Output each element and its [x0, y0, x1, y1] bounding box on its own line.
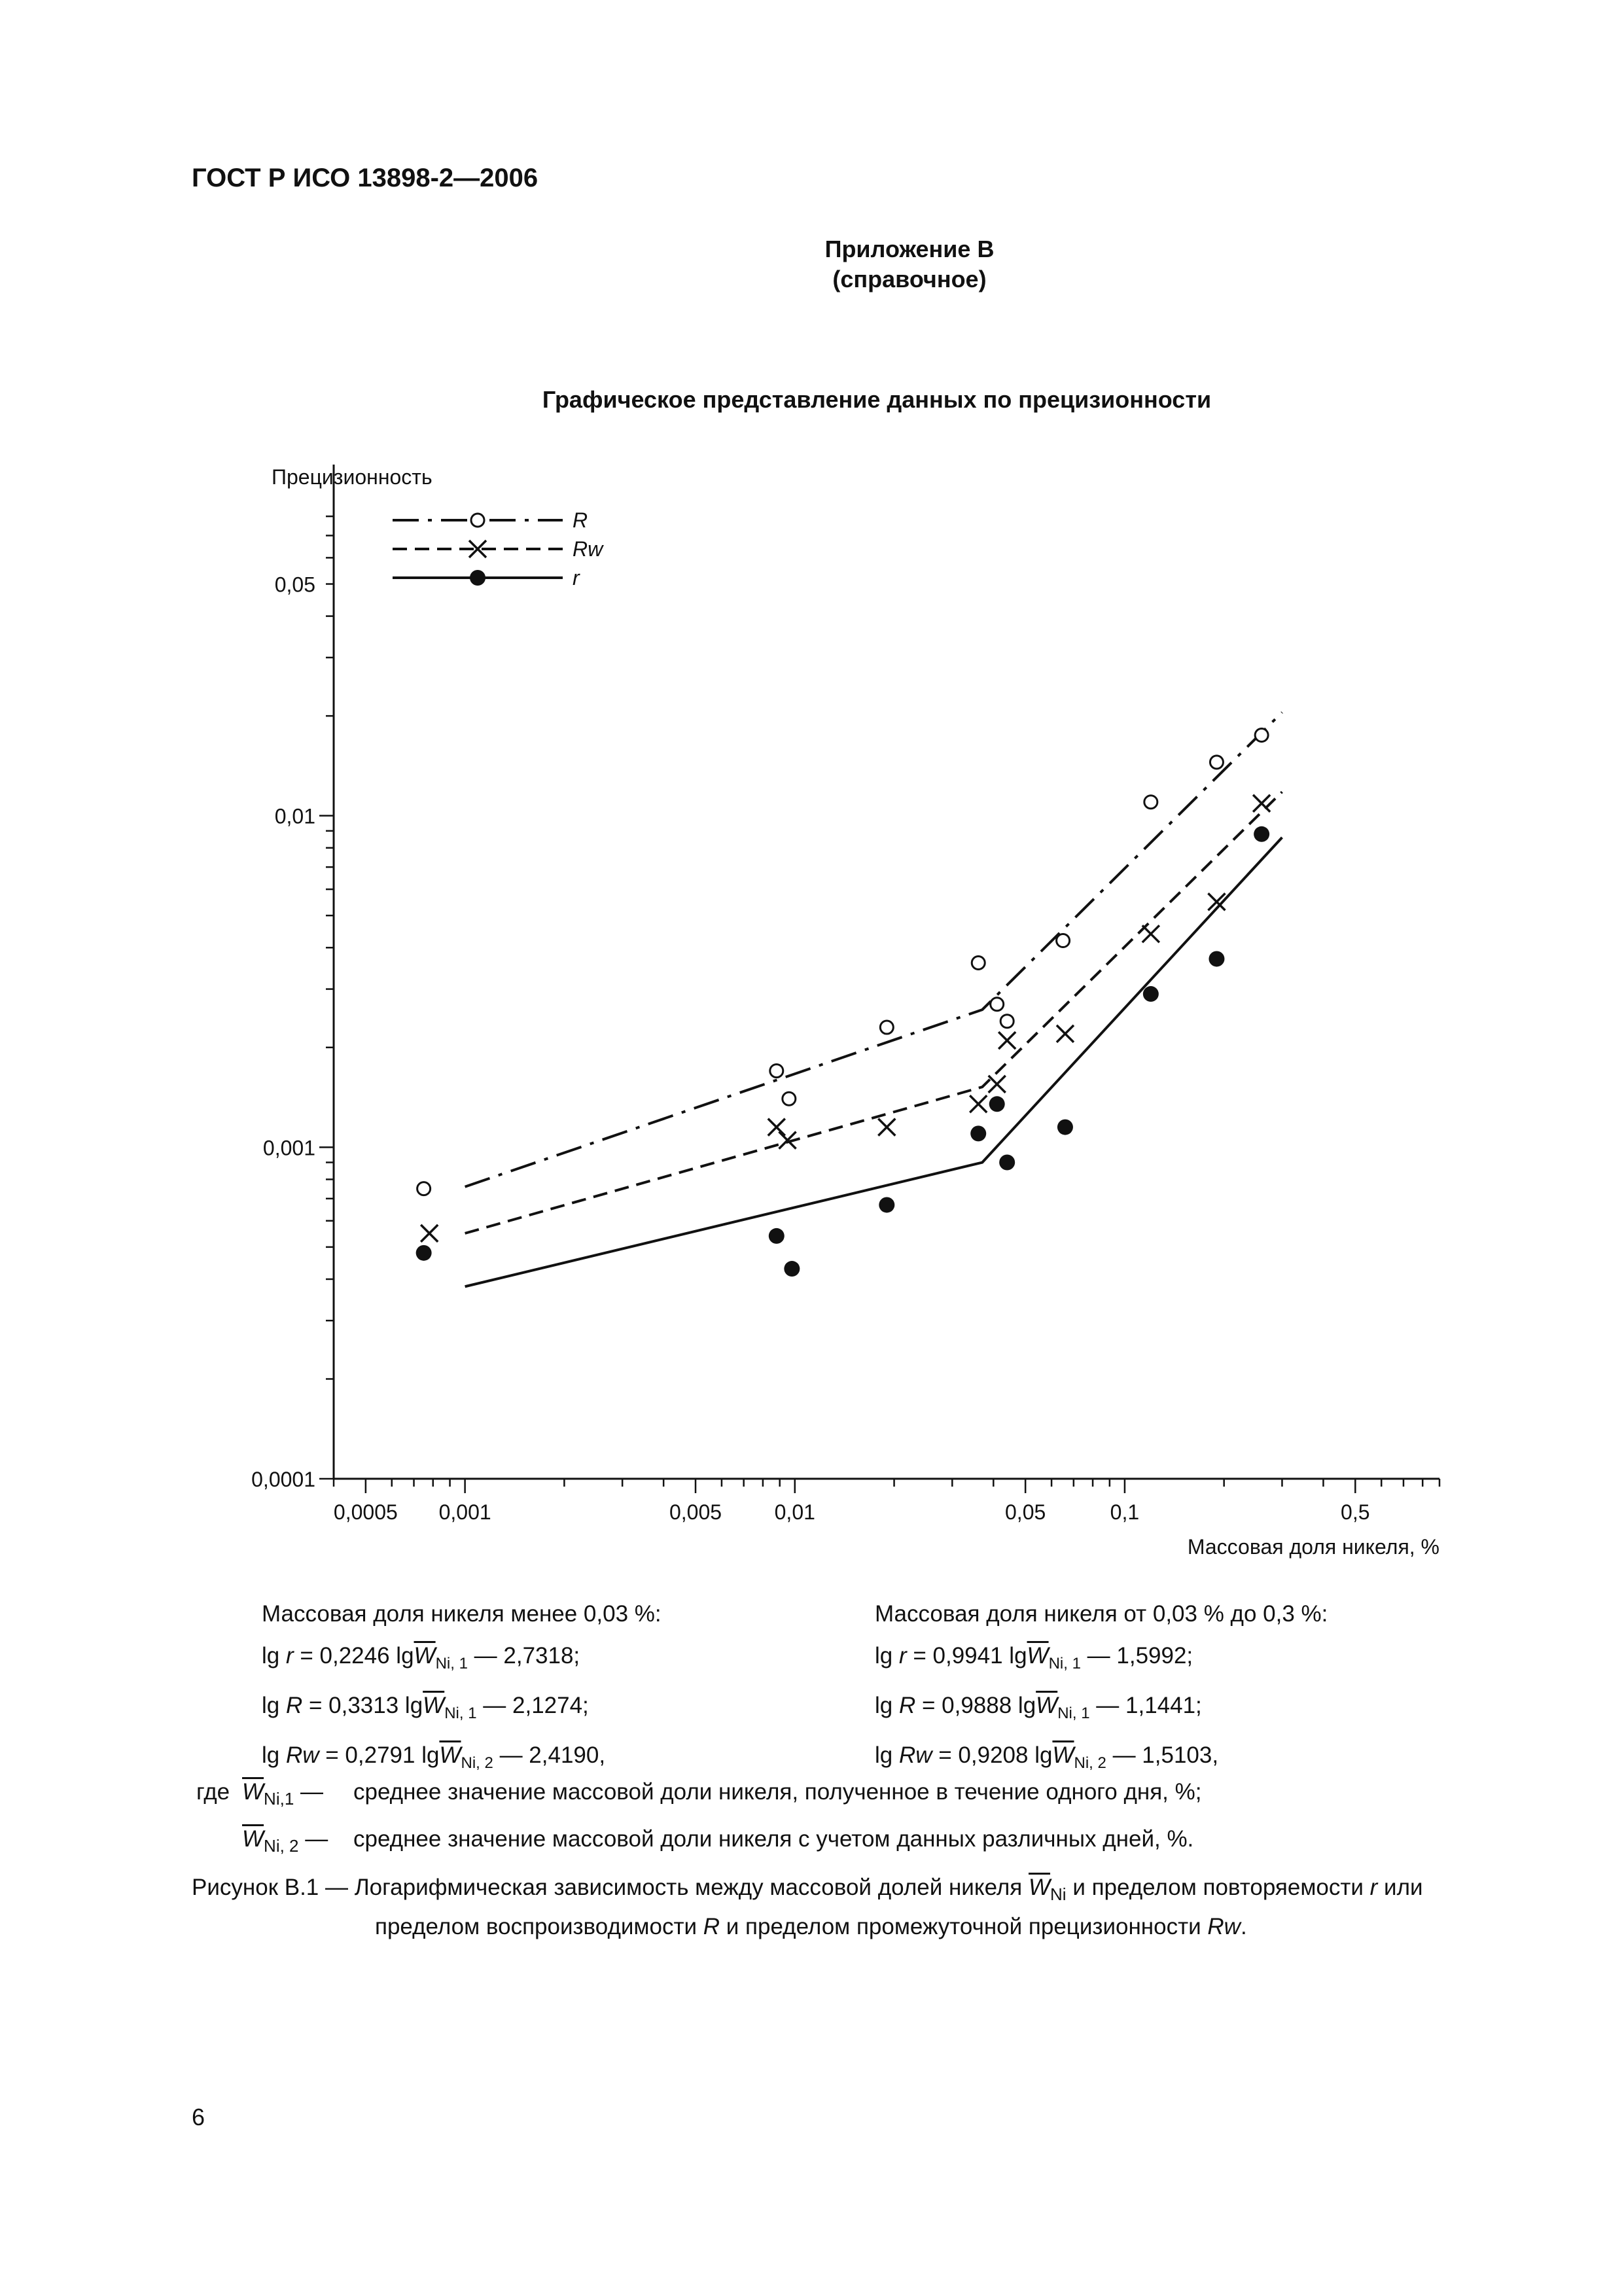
data-point-Rw — [989, 1076, 1006, 1093]
data-point-r — [1209, 951, 1224, 966]
data-point-Rw — [998, 1032, 1015, 1049]
caption-line-1: Рисунок В.1 — Логарифмическая зависимость между массовой долей никеля $\overline{W}_{Ni}$ и пределом повторяемости r или — [192, 1875, 1423, 1904]
chart-axes — [251, 465, 1439, 1559]
equation-right-1: lg r = 0,9941 $\lg\overline{W}_{Ni, 1}$ — 1,5992; — [875, 1643, 1193, 1672]
definition-symbol-1: $\overline{W}_{Ni,1}$ — — [242, 1779, 324, 1809]
y-tick-label: 0,05 — [274, 573, 315, 597]
equation-right-3: lg Rw = 0,9208 $\lg\overline{W}_{Ni, 2}$ — 1,5103, — [875, 1742, 1219, 1772]
equations-right-heading: Массовая доля никеля от 0,03 % до 0,3 %: — [875, 1601, 1328, 1627]
x-tick-label: 0,005 — [669, 1500, 722, 1524]
equations-right-rows — [875, 1635, 1529, 1784]
data-point-r — [1254, 826, 1269, 842]
definition-text-1: среднее значение массовой доли никеля, полученное в течение одного дня, %; — [353, 1779, 1202, 1805]
figure-caption — [192, 1871, 1540, 1943]
data-point-R — [1255, 729, 1268, 742]
x-tick-label: 0,01 — [774, 1500, 815, 1524]
chart-legend — [393, 508, 604, 590]
x-tick-label: 0,001 — [438, 1500, 491, 1524]
data-point-Rw — [768, 1119, 785, 1136]
data-point-r — [999, 1155, 1015, 1171]
symbol-definitions — [196, 1772, 1472, 1866]
data-point-Rw — [878, 1119, 895, 1136]
data-point-r — [416, 1245, 432, 1261]
fit-line-Rw — [465, 792, 1282, 1233]
x-tick-label: 0,0005 — [333, 1500, 398, 1524]
definition-row-2 — [196, 1819, 1472, 1866]
equation-left-1: lg r = 0,2246 $\lg\overline{W}_{Ni, 1}$ — 2,7318; — [262, 1643, 580, 1672]
equations-left-rows — [262, 1635, 851, 1784]
y-tick-label: 0,01 — [274, 804, 315, 828]
graph-title: Графическое представление данных по прецизионности — [542, 386, 1212, 413]
annex-title: Приложение В — [824, 236, 995, 262]
data-point-R — [1210, 756, 1223, 769]
data-point-R — [972, 956, 985, 969]
data-point-R — [1144, 796, 1157, 809]
annex-subtitle: (справочное) — [832, 266, 987, 292]
data-point-r — [1057, 1120, 1073, 1135]
annex-heading — [746, 234, 1073, 294]
x-axis-label: Массовая доля никеля, % — [1187, 1535, 1439, 1559]
legend-marker-R — [471, 514, 484, 527]
x-tick-label: 0,05 — [1005, 1500, 1046, 1524]
data-point-r — [879, 1197, 894, 1212]
fit-line-R — [465, 713, 1282, 1187]
chart-points — [416, 729, 1270, 1277]
equations-left — [262, 1593, 851, 1784]
data-point-Rw — [1253, 795, 1270, 812]
data-point-Rw — [970, 1095, 987, 1112]
x-tick-label: 0,1 — [1110, 1500, 1140, 1524]
data-point-R — [1057, 934, 1070, 947]
definition-row-1 — [196, 1772, 1472, 1819]
data-point-r — [769, 1228, 785, 1244]
legend-label-R: R — [573, 508, 588, 532]
equation-right-2: lg R = 0,9888 $\lg\overline{W}_{Ni, 1}$ — 1,1441; — [875, 1693, 1202, 1722]
equation-left-3: lg Rw = 0,2791 $\lg\overline{W}_{Ni, 2}$ — 2,4190, — [262, 1742, 606, 1772]
data-point-R — [1000, 1015, 1014, 1028]
data-point-Rw — [1142, 925, 1159, 942]
fit-line-r — [465, 838, 1282, 1286]
equations-right — [875, 1593, 1529, 1784]
definition-symbol-2: $\overline{W}_{Ni, 2}$ — — [242, 1826, 328, 1856]
document-code: ГОСТ Р ИСО 13898-2—2006 — [192, 164, 538, 192]
precision-chart — [216, 451, 1459, 1564]
chart-fit-lines — [465, 713, 1282, 1287]
legend-label-Rw: Rw — [573, 537, 603, 561]
data-point-Rw — [421, 1225, 438, 1242]
data-point-R — [770, 1065, 783, 1078]
data-point-r — [970, 1125, 986, 1141]
definition-text-2: среднее значение массовой доли никеля с учетом данных различных дней, %. — [353, 1826, 1194, 1852]
y-axis-label: Прецизионность — [272, 465, 432, 489]
data-point-R — [991, 998, 1004, 1011]
equations-left-heading: Массовая доля никеля менее 0,03 %: — [262, 1601, 662, 1627]
page-number: 6 — [192, 2104, 205, 2130]
data-point-r — [1143, 986, 1159, 1002]
data-point-R — [783, 1092, 796, 1105]
where-prefix: где — [196, 1779, 230, 1805]
y-tick-label: 0,0001 — [251, 1468, 315, 1491]
equation-left-2: lg R = 0,3313 $\lg\overline{W}_{Ni, 1}$ — 2,1274; — [262, 1693, 589, 1722]
caption-line-2: пределом воспроизводимости R и пределом промежуточной прецизионности Rw. — [375, 1914, 1247, 1939]
legend-marker-r — [470, 570, 485, 586]
data-point-R — [417, 1182, 431, 1195]
x-tick-label: 0,5 — [1341, 1500, 1370, 1524]
data-point-r — [989, 1096, 1005, 1112]
legend-label-r: r — [573, 566, 580, 590]
y-tick-label: 0,001 — [262, 1136, 315, 1160]
data-point-Rw — [1057, 1025, 1074, 1042]
data-point-r — [784, 1261, 800, 1277]
data-point-R — [880, 1021, 893, 1034]
